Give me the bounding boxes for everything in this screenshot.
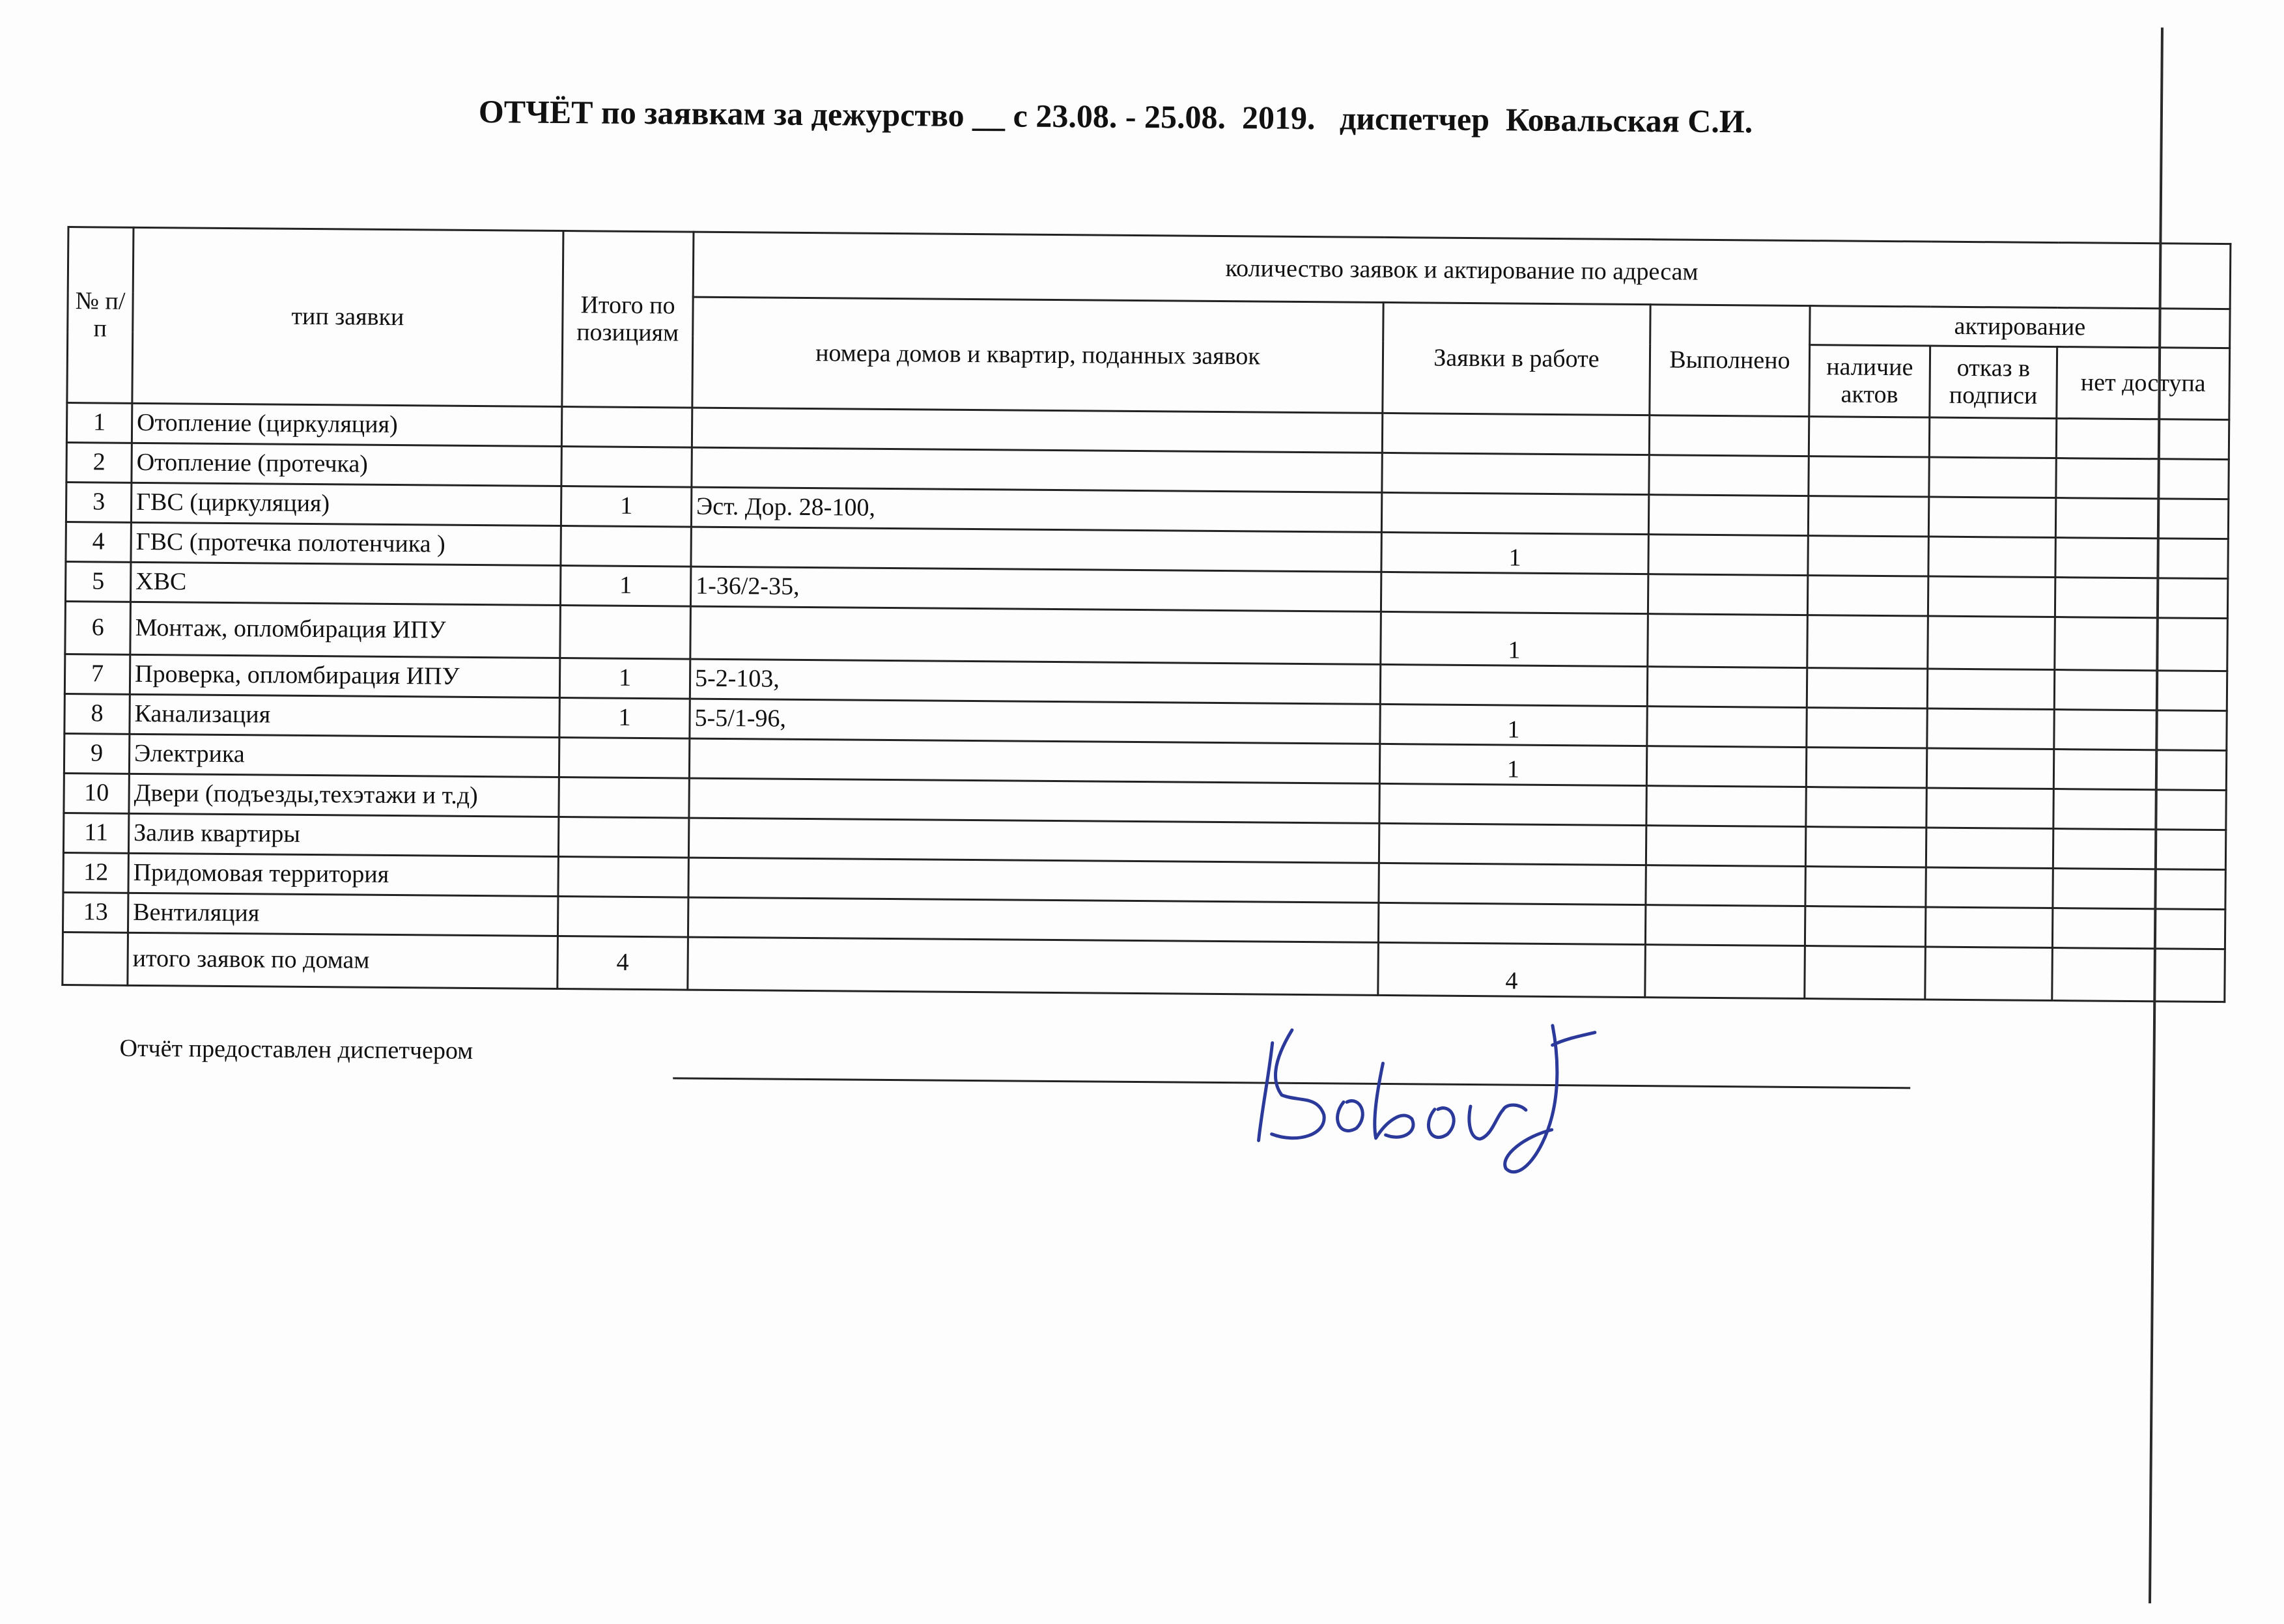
row-num: 11 — [63, 813, 128, 854]
row-refusal — [1926, 867, 2053, 908]
row-num: 13 — [63, 893, 128, 933]
row-no-access — [2055, 578, 2228, 619]
row-num: 10 — [64, 774, 129, 814]
row-refusal — [1928, 497, 2055, 538]
row-total — [561, 526, 691, 567]
row-addresses — [692, 408, 1382, 453]
row-type: Монтаж, опломбирация ИПУ — [130, 602, 561, 658]
row-acts — [1805, 827, 1926, 867]
row-total: 1 — [559, 658, 690, 699]
row-acts — [1808, 496, 1928, 537]
row-refusal — [1929, 457, 2056, 498]
row-in-work — [1381, 492, 1648, 534]
row-type: Двери (подъезды,техэтажи и т.д) — [129, 774, 559, 817]
totals-num — [63, 932, 128, 986]
header-total: Итого по позициям — [562, 231, 694, 408]
header-group: количество заявок и актирование по адресам — [693, 232, 2231, 309]
row-addresses — [688, 858, 1379, 903]
row-done — [1646, 786, 1806, 827]
row-done — [1647, 707, 1807, 748]
row-addresses — [689, 778, 1379, 823]
row-done — [1648, 535, 1808, 576]
row-num: 7 — [64, 654, 130, 695]
row-no-access — [2053, 829, 2226, 870]
row-refusal — [1929, 417, 2056, 458]
header-in-work: Заявки в работе — [1383, 302, 1650, 415]
row-acts — [1807, 615, 1928, 669]
row-type: Проверка, опломбирация ИПУ — [130, 654, 559, 697]
totals-label: итого заявок по домам — [128, 932, 558, 988]
row-acts — [1808, 536, 1928, 576]
row-addresses — [689, 738, 1379, 783]
row-acts — [1809, 417, 1929, 457]
totals-in-work: 4 — [1378, 942, 1646, 997]
row-acts — [1809, 456, 1929, 497]
row-refusal — [1927, 708, 2054, 749]
row-total — [559, 777, 689, 819]
row-acts — [1805, 867, 1926, 907]
row-refusal — [1928, 616, 2055, 670]
totals-no-access — [2052, 948, 2225, 1002]
row-type: ХВС — [130, 562, 560, 605]
row-total — [558, 817, 688, 858]
row-type: Отопление (циркуляция) — [132, 403, 561, 446]
report-title: ОТЧЁТ по заявкам за дежурство __ с 23.08. - 25.08. 2019. диспетчер Ковальская С.И. — [478, 93, 1753, 140]
row-num: 9 — [64, 734, 129, 774]
row-acts — [1807, 668, 1927, 708]
header-refusal: отказ в подписи — [1930, 346, 2057, 419]
row-no-access — [2056, 419, 2229, 460]
row-num: 1 — [66, 403, 132, 443]
row-no-access — [2055, 538, 2229, 579]
row-no-access — [2055, 498, 2229, 539]
row-total: 1 — [560, 566, 690, 607]
row-addresses — [690, 606, 1381, 664]
row-type: Вентиляция — [128, 893, 557, 936]
row-in-work: 1 — [1380, 704, 1647, 746]
row-in-work — [1379, 783, 1646, 825]
row-done — [1649, 415, 1809, 456]
totals-refusal — [1925, 947, 2053, 1001]
row-refusal — [1926, 748, 2053, 789]
row-done — [1648, 495, 1808, 536]
row-no-access — [2053, 869, 2226, 910]
row-num: 4 — [66, 522, 131, 563]
row-total — [561, 407, 692, 448]
report-table — [61, 226, 2231, 1003]
row-refusal — [1926, 828, 2053, 869]
row-refusal — [1927, 669, 2054, 710]
row-addresses: Эст. Дор. 28-100, — [691, 487, 1381, 532]
row-num: 2 — [66, 443, 132, 483]
row-type: Залив квартиры — [128, 813, 558, 856]
row-type: ГВС (протечка полотенчика ) — [131, 522, 561, 565]
row-done — [1648, 574, 1807, 615]
row-done — [1646, 826, 1805, 867]
totals-addresses — [688, 937, 1379, 995]
row-addresses — [692, 447, 1382, 492]
row-acts — [1807, 576, 1928, 616]
row-no-access — [2052, 908, 2225, 949]
row-total: 1 — [561, 486, 691, 527]
row-total — [561, 447, 692, 488]
signature-image — [1245, 1003, 1611, 1188]
row-refusal — [1928, 537, 2055, 578]
row-done — [1645, 905, 1805, 946]
totals-done — [1645, 945, 1805, 999]
header-done: Выполнено — [1650, 305, 1810, 417]
row-in-work: 1 — [1381, 532, 1648, 574]
row-in-work — [1379, 863, 1646, 904]
row-num: 3 — [66, 483, 131, 523]
row-total — [559, 738, 689, 779]
row-in-work — [1379, 823, 1646, 865]
row-acts — [1806, 787, 1926, 828]
row-no-access — [2055, 617, 2228, 671]
header-acting: актирование — [1810, 306, 2230, 348]
totals-total: 4 — [557, 936, 688, 990]
row-done — [1649, 455, 1809, 496]
row-in-work — [1382, 413, 1649, 455]
row-num: 6 — [65, 602, 131, 655]
row-type: Канализация — [130, 694, 559, 737]
row-type: Придомовая территория — [128, 853, 558, 896]
row-total — [558, 857, 688, 898]
row-total — [557, 897, 688, 938]
row-in-work: 1 — [1379, 744, 1646, 785]
row-refusal — [1925, 907, 2052, 948]
row-refusal — [1928, 576, 2055, 617]
row-acts — [1807, 708, 1927, 748]
row-in-work: 1 — [1381, 611, 1648, 666]
row-addresses: 5-5/1-96, — [690, 699, 1380, 744]
row-total: 1 — [559, 698, 690, 739]
row-in-work — [1380, 664, 1647, 706]
row-num: 12 — [63, 853, 128, 893]
header-num: № п/п — [67, 227, 134, 404]
header-addresses: номера домов и квартир, поданных заявок — [692, 297, 1383, 413]
row-type: Отопление (протечка) — [132, 443, 561, 486]
row-type: Электрика — [129, 734, 559, 777]
row-done — [1646, 746, 1806, 787]
row-done — [1647, 667, 1807, 708]
row-num: 5 — [65, 562, 130, 602]
row-done — [1648, 614, 1808, 668]
row-addresses — [688, 818, 1379, 863]
row-addresses — [691, 527, 1381, 572]
row-acts — [1806, 748, 1926, 788]
row-num: 8 — [64, 694, 130, 735]
header-acts: наличие актов — [1809, 345, 1930, 417]
row-done — [1646, 865, 1805, 906]
row-type: ГВС (циркуляция) — [131, 483, 561, 525]
row-in-work — [1382, 453, 1649, 494]
row-no-access — [2056, 458, 2229, 499]
footer-label: Отчёт предоставлен диспетчером — [119, 1034, 473, 1065]
row-refusal — [1926, 788, 2053, 829]
row-no-access — [2054, 710, 2227, 751]
row-in-work — [1381, 572, 1648, 613]
header-type: тип заявки — [132, 227, 563, 406]
row-no-access — [2053, 789, 2227, 830]
row-total — [560, 606, 691, 660]
totals-acts — [1805, 946, 1926, 1000]
row-in-work — [1378, 903, 1645, 944]
row-addresses — [688, 897, 1378, 942]
row-addresses: 5-2-103, — [690, 659, 1380, 704]
row-addresses: 1-36/2-35, — [690, 567, 1381, 611]
row-acts — [1805, 906, 1925, 947]
row-no-access — [2054, 670, 2227, 711]
header-no-access: нет доступа — [2057, 347, 2230, 420]
row-no-access — [2053, 749, 2227, 791]
